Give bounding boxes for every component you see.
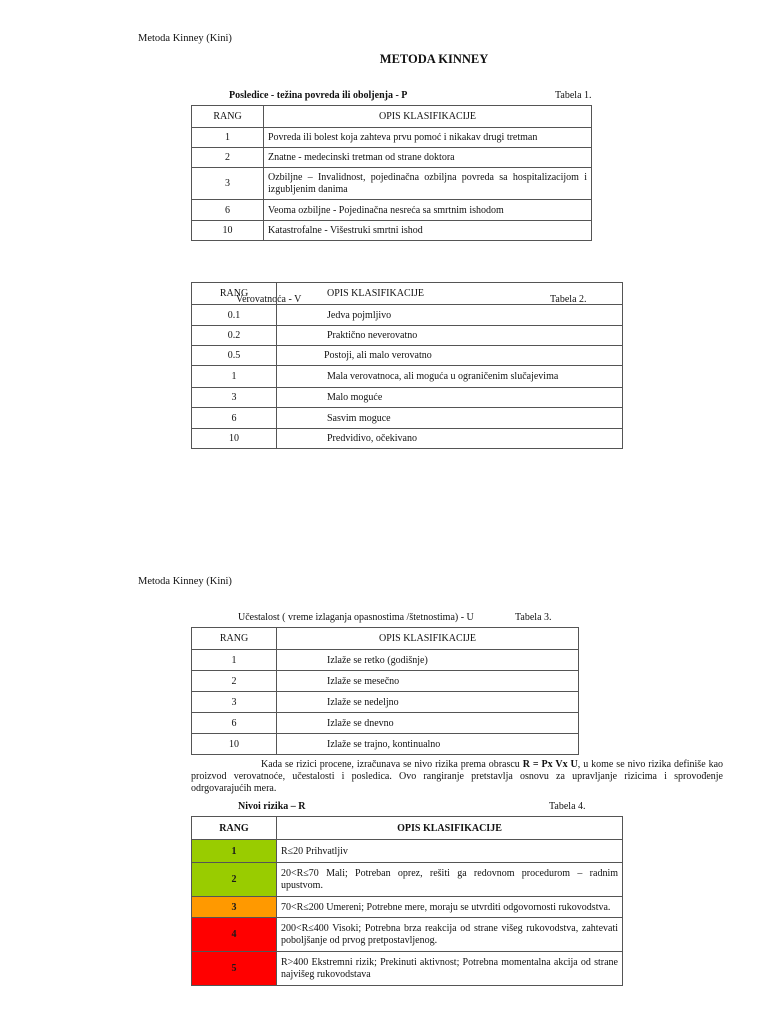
table4-caption: Nivoi rizika – R [238,801,306,812]
risk-level-cell: 3 [192,897,277,918]
table4-label: Tabela 4. [549,801,586,812]
column-header-opis: OPIS KLASIFIKACIJE [264,106,592,128]
table-row [192,734,579,755]
rang-cell: 10 [192,734,277,755]
opis-cell: Izlaže se trajno, kontinualno [277,734,579,755]
risk-level-cell: 5 [192,952,277,986]
table-row [192,388,623,408]
table2-label: Tabela 2. [550,294,587,305]
opis-cell: Malo moguće [277,388,623,408]
table-row [192,326,623,346]
paragraph-text-after: , u kome se nivo rizika definiše kao proizvod verovatnoće, učestalosti i posledica. Ovo rangiranje pretstavlja osnovu za upravljanje rizicima i sprovođenje odrgovarajućih mera. [191,759,724,794]
column-header-opis: OPIS KLASIFIKACIJE [277,628,579,650]
rang-cell: 1 [192,128,264,148]
opis-cell: R≤20 Prihvatljiv [277,840,623,863]
opis-cell: Znatne - medecinski tretman od strane doktora [264,148,592,168]
rang-cell: 0.5 [192,346,277,366]
opis-cell: Izlaže se nedeljno [277,692,579,713]
column-header-opis: OPIS KLASIFIKACIJE [277,283,623,305]
opis-cell: Postoji, ali malo verovatno [277,346,623,366]
table-ucestalost [191,627,579,755]
rang-cell: 3 [192,692,277,713]
rang-cell: 6 [192,713,277,734]
table-row [192,840,623,863]
table-row [192,897,623,918]
risk-formula-paragraph [191,759,723,795]
page-header: Metoda Kinney (Kini) [138,576,232,587]
opis-cell: Ozbiljne – Invalidnost, pojedinačna ozbiljna povreda sa hospitalizacijom i izgubljenim danima [264,168,592,200]
table-verovatnoca [191,282,623,449]
rang-cell: 6 [192,408,277,429]
table-row [192,692,579,713]
opis-cell: Veoma ozbiljne - Pojedinačna nesreća sa smrtnim ishodom [264,200,592,221]
table-row [192,346,623,366]
table1-label: Tabela 1. [555,90,592,101]
opis-cell: Praktično neverovatno [277,326,623,346]
table-row [192,366,623,388]
column-header-rang: RANG [192,628,277,650]
rang-cell: 10 [192,429,277,449]
risk-formula: R = Px Vx U [522,759,578,770]
opis-cell: 20<R≤70 Mali; Potreban oprez, rešiti ga redovnom procedurom – radnim upustvom. [277,863,623,897]
risk-level-cell: 2 [192,863,277,897]
rang-cell: 2 [192,671,277,692]
table1-caption: Posledice - težina povreda ili oboljenja - P [229,90,408,101]
table-row [192,148,592,168]
table-row [192,200,592,221]
table2-caption: Verovatnoća - V [236,294,302,305]
table-posledice [191,105,592,241]
rang-cell: 0.1 [192,305,277,326]
column-header-opis: OPIS KLASIFIKACIJE [277,817,623,840]
opis-cell: Povreda ili bolest koja zahteva prvu pomoć i nikakav drugi tretman [264,128,592,148]
opis-cell: Predvidivo, očekivano [277,429,623,449]
column-header-rang: RANG [192,817,277,840]
table-nivoi-rizika [191,816,623,986]
rang-cell: 0.2 [192,326,277,346]
table-row [192,305,623,326]
opis-cell: R>400 Ekstremni rizik; Prekinuti aktivnost; Potrebna momentalna akcija od strane najvišeg rukovodstava [277,952,623,986]
opis-cell: Katastrofalne - Višestruki smrtni ishod [264,221,592,241]
rang-cell: 10 [192,221,264,241]
opis-cell: Jedva pojmljivo [277,305,623,326]
table-row [192,863,623,897]
rang-cell: 3 [192,168,264,200]
risk-level-cell: 1 [192,840,277,863]
document-title: METODA KINNEY [379,52,489,66]
table3-caption: Učestalost ( vreme izlaganja opasnostima /štetnostima) - U [238,612,474,623]
opis-cell: 200<R≤400 Visoki; Potrebna brza reakcija od strane višeg rukovodstva, zahtevati poboljšanje od prvog pretpostavljenog. [277,918,623,952]
table-row [192,952,623,986]
risk-level-cell: 4 [192,918,277,952]
table-row [192,221,592,241]
opis-cell: Izlaže se dnevno [277,713,579,734]
rang-cell: 3 [192,388,277,408]
opis-cell: 70<R≤200 Umereni; Potrebne mere, moraju se utvrditi odgovornosti rukovodstva. [277,897,623,918]
table-row [192,918,623,952]
table-row [192,168,592,200]
table-row [192,671,579,692]
table-row [192,128,592,148]
column-header-rang: RANG [192,106,264,128]
opis-cell: Izlaže se retko (godišnje) [277,650,579,671]
table-row [192,713,579,734]
rang-cell: 6 [192,200,264,221]
opis-cell: Mala verovatnoca, ali moguća u ograničenim slučajevima [277,366,623,388]
table-row [192,408,623,429]
paragraph-text-before: Kada se rizici procene, izračunava se nivo rizika prema obrascu [261,759,523,770]
rang-cell: 2 [192,148,264,168]
rang-cell: 1 [192,366,277,388]
page-header: Metoda Kinney (Kini) [138,33,232,44]
table-row [192,429,623,449]
table-row [192,650,579,671]
opis-cell: Sasvim moguce [277,408,623,429]
rang-cell: 1 [192,650,277,671]
opis-cell: Izlaže se mesečno [277,671,579,692]
table3-label: Tabela 3. [515,612,552,623]
column-header-rang: RANG [192,283,277,305]
